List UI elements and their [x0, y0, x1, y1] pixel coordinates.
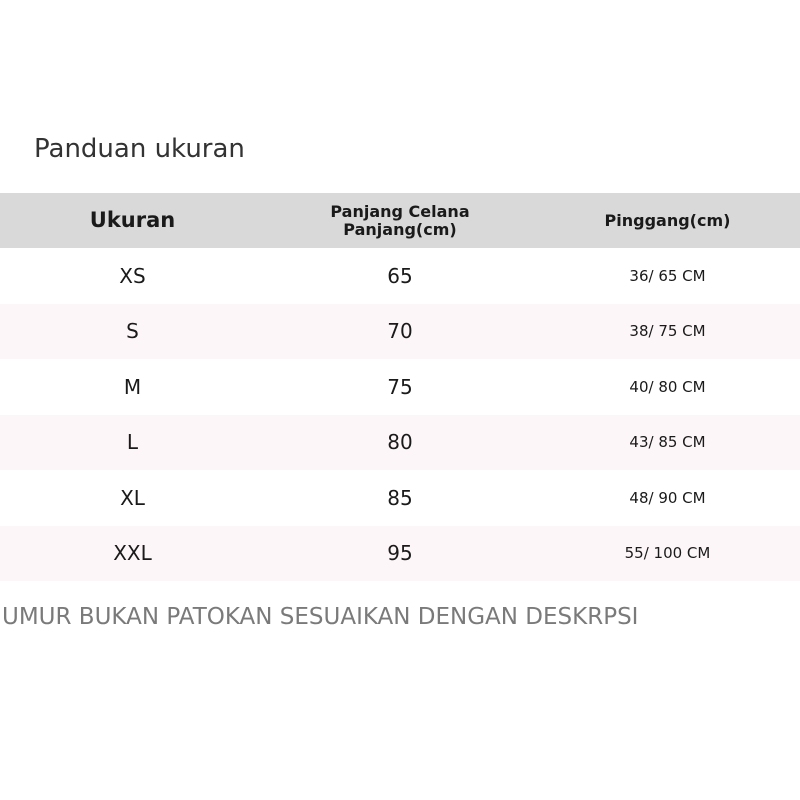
table-row [0, 470, 800, 526]
waist-cell: 38/ 75 CM [629, 322, 706, 341]
size-cell: XL [120, 485, 145, 510]
header-pinggang [535, 212, 800, 230]
size-cell: L [126, 430, 139, 455]
header-panjang-celana [265, 203, 535, 239]
length-cell: 80 [387, 430, 413, 455]
length-cell: 75 [387, 374, 413, 399]
size-table [0, 193, 800, 581]
waist-cell: 48/ 90 CM [629, 488, 706, 507]
size-cell: M [123, 374, 142, 399]
waist-cell: 36/ 65 CM [629, 266, 706, 285]
table-row [0, 526, 800, 582]
length-cell: 65 [387, 263, 413, 288]
header-ukuran-label: Ukuran [89, 207, 176, 232]
table-row [0, 359, 800, 415]
waist-cell: 43/ 85 CM [629, 433, 706, 452]
page-title: Panduan ukuran [34, 134, 245, 164]
header-ukuran [0, 209, 265, 233]
length-cell: 70 [387, 319, 413, 344]
size-cell: XS [119, 263, 146, 288]
length-cell: 85 [387, 485, 413, 510]
table-header [0, 193, 800, 248]
disclaimer-note: UMUR BUKAN PATOKAN SESUAIKAN DENGAN DESKRPSI [2, 604, 639, 630]
size-cell: XXL [113, 541, 152, 566]
header-pinggang-label: Pinggang(cm) [604, 210, 731, 230]
table-row [0, 304, 800, 360]
waist-cell: 55/ 100 CM [624, 544, 711, 563]
size-cell: S [126, 319, 139, 344]
length-cell: 95 [387, 541, 413, 566]
waist-cell: 40/ 80 CM [629, 377, 706, 396]
table-row [0, 415, 800, 471]
header-panjang-celana-label: Panjang Celana Panjang(cm) [330, 201, 470, 239]
table-row [0, 248, 800, 304]
